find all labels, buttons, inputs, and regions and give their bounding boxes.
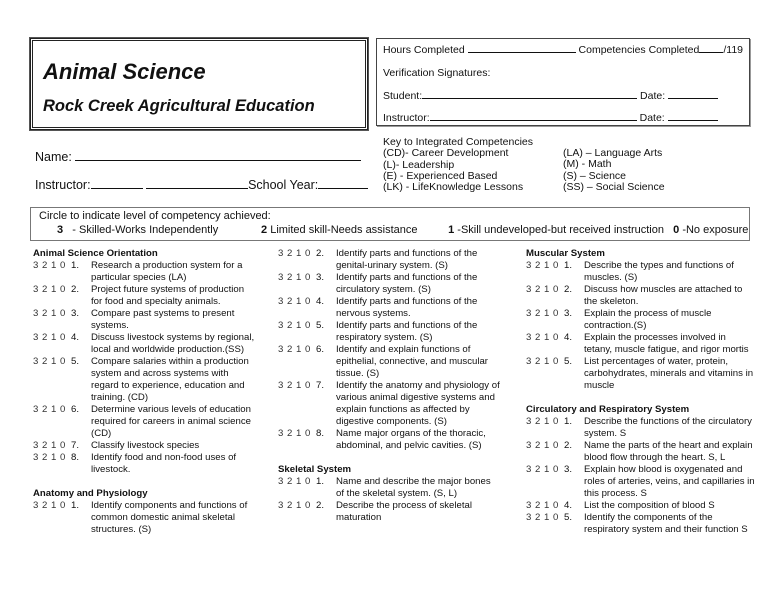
score-options[interactable]: 3 2 1 0 [526, 260, 559, 271]
competency-section [526, 404, 756, 536]
item-text: Project future systems of production for food and specialty animals. [91, 284, 245, 307]
name-label: Name: [35, 150, 72, 164]
competency-key-right [563, 148, 665, 193]
completion-box [376, 38, 750, 126]
score-options[interactable]: 3 2 1 0 [278, 320, 311, 331]
item-number: 4. [316, 296, 325, 307]
hours-row [383, 43, 743, 56]
competency-column-3 [526, 248, 756, 548]
competency-item [526, 464, 756, 500]
score-options[interactable]: 3 2 1 0 [33, 440, 66, 451]
competency-item [278, 248, 500, 272]
score-options[interactable]: 3 2 1 0 [526, 464, 559, 475]
item-number: 2. [564, 440, 573, 451]
competency-item [33, 356, 255, 404]
competency-item [278, 380, 500, 428]
item-text: Discuss how muscles are attached to the skeleton. [584, 284, 743, 307]
competency-section [278, 464, 500, 524]
item-number: 5. [71, 356, 80, 367]
competency-item [278, 296, 500, 320]
key-title: Key to Integrated Competencies [383, 136, 534, 148]
instructor-field[interactable] [91, 177, 143, 189]
score-options[interactable]: 3 2 1 0 [526, 332, 559, 343]
level-1-number: 1 [448, 224, 455, 236]
score-options[interactable]: 3 2 1 0 [33, 284, 66, 295]
competency-item [33, 284, 255, 308]
competency-item [278, 428, 500, 452]
item-text: Identify the anatomy and physiology of various animal digestive systems and explain functions as affected by digestive components. (S) [336, 380, 500, 427]
item-number: 7. [316, 380, 325, 391]
legend-levels [57, 224, 748, 236]
score-options[interactable]: 3 2 1 0 [33, 500, 66, 511]
item-text: Identify components and functions of common domestic animal skeletal structures. (S) [91, 500, 248, 535]
section-heading: Animal Science Orientation [33, 248, 158, 259]
instructor-label: Instructor: [35, 178, 91, 192]
competency-item [278, 344, 500, 380]
section-heading: Muscular System [526, 248, 605, 259]
competency-item [526, 416, 756, 440]
instructor-date-label: Date: [639, 112, 665, 124]
competency-item [278, 272, 500, 296]
item-text: Discuss livestock systems by regional, local and worldwide production.(SS) [91, 332, 255, 355]
item-text: Name the parts of the heart and explain blood flow through the heart. S, L [584, 440, 753, 463]
item-text: Identify parts and functions of the circulatory system. (S) [336, 272, 478, 295]
level-2-text: Limited skill-Needs assistance [270, 224, 418, 236]
item-text: Compare past systems to present systems. [91, 308, 235, 331]
item-number: 1. [316, 476, 325, 487]
level-3-number: 3 [57, 224, 64, 236]
item-number: 8. [316, 428, 325, 439]
item-text: Describe the process of skeletal maturation [336, 500, 472, 523]
student-signature-label: Student: [383, 90, 423, 102]
item-number: 1. [564, 416, 573, 427]
competency-item [526, 500, 756, 512]
school-year-label: School Year: [248, 178, 319, 192]
score-options[interactable]: 3 2 1 0 [278, 500, 311, 511]
competency-item [526, 308, 756, 332]
score-options[interactable]: 3 2 1 0 [33, 308, 66, 319]
instructor-row [35, 177, 368, 192]
competency-item [33, 260, 255, 284]
item-number: 6. [71, 404, 80, 415]
item-text: Identify parts and functions of the nervous systems. [336, 296, 478, 319]
score-options[interactable]: 3 2 1 0 [33, 452, 66, 463]
competency-level-legend [30, 207, 750, 241]
item-text: Determine various levels of education required for careers in animal science (CD) [91, 404, 251, 439]
name-field[interactable] [75, 149, 361, 161]
item-number: 3. [71, 308, 80, 319]
name-row [35, 149, 361, 164]
item-text: Identify food and non-food uses of livestock. [91, 452, 237, 475]
key-item: (S) – Science [563, 169, 627, 182]
verification-label: Verification Signatures: [383, 67, 491, 79]
score-options[interactable]: 3 2 1 0 [33, 260, 66, 271]
item-text: Research a production system for a particular species (LA) [91, 260, 243, 283]
item-number: 3. [564, 464, 573, 475]
item-number: 1. [71, 500, 80, 511]
score-options[interactable]: 3 2 1 0 [278, 476, 311, 487]
item-text: Explain the process of muscle contraction.(S) [584, 308, 712, 331]
key-item: (CD)- Career Development [383, 147, 509, 160]
competencies-label: Competencies Completed [578, 44, 700, 56]
competency-item [33, 440, 255, 452]
item-text: Describe the functions of the circulatory system. S [584, 416, 752, 439]
competency-item [278, 500, 500, 524]
competencies-field[interactable] [699, 43, 723, 53]
score-options[interactable]: 3 2 1 0 [278, 272, 311, 283]
key-item: (LA) – Language Arts [563, 147, 663, 159]
level-1-text: -Skill undeveloped-but received instruction [457, 224, 664, 236]
section-heading: Skeletal System [278, 464, 352, 475]
item-number: 2. [316, 500, 325, 511]
score-options[interactable]: 3 2 1 0 [526, 356, 559, 367]
competency-section [526, 248, 756, 392]
score-options[interactable]: 3 2 1 0 [278, 296, 311, 307]
item-text: Compare salaries within a production system and across systems with regard to experience, education and training. (CD) [91, 356, 249, 403]
item-text: Identify the components of the respiratory system and their function S [584, 512, 748, 535]
item-number: 3. [564, 308, 573, 319]
item-number: 7. [71, 440, 80, 451]
item-number: 4. [564, 500, 573, 511]
school-year-field[interactable] [318, 177, 368, 189]
score-options[interactable]: 3 2 1 0 [278, 344, 311, 355]
score-options[interactable]: 3 2 1 0 [278, 380, 311, 391]
key-item: (SS) – Social Science [563, 180, 665, 193]
item-text: Identify parts and functions of the respiratory system. (S) [336, 320, 478, 343]
level-0-number: 0 [673, 224, 680, 236]
level-2-number: 2 [261, 224, 268, 236]
competency-section [278, 248, 500, 452]
section-heading: Anatomy and Physiology [33, 488, 148, 499]
item-text: Classify livestock species [91, 440, 200, 451]
item-number: 1. [564, 260, 573, 271]
key-item: (M) - Math [563, 158, 612, 171]
item-number: 2. [316, 248, 325, 259]
item-number: 5. [564, 512, 573, 523]
item-text: List percentages of water, protein, carbohydrates, minerals and vitamins in muscle [584, 356, 754, 391]
section-heading: Circulatory and Respiratory System [526, 404, 690, 415]
title-box [30, 38, 368, 130]
competency-item [526, 260, 756, 284]
item-number: 4. [564, 332, 573, 343]
key-item: (LK) - LifeKnowledge Lessons [383, 181, 524, 194]
item-text: Explain how blood is oxygenated and roles of arteries, veins, and capillaries in this process. S [584, 464, 755, 499]
item-number: 3. [316, 272, 325, 283]
student-signature-row [383, 89, 718, 102]
item-number: 5. [316, 320, 325, 331]
competency-column-1 [33, 248, 255, 548]
competency-column-2 [278, 248, 500, 536]
score-options[interactable]: 3 2 1 0 [278, 248, 311, 259]
score-options[interactable]: 3 2 1 0 [526, 416, 559, 427]
score-options[interactable]: 3 2 1 0 [33, 404, 66, 415]
instructor-signature-row [383, 111, 718, 124]
hours-field[interactable] [468, 43, 576, 53]
item-number: 4. [71, 332, 80, 343]
instructor-field-2[interactable] [146, 177, 248, 189]
item-number: 1. [71, 260, 80, 271]
score-options[interactable]: 3 2 1 0 [33, 332, 66, 343]
score-options[interactable]: 3 2 1 0 [526, 308, 559, 319]
instructor-signature-field[interactable] [430, 111, 637, 121]
competency-item [33, 332, 255, 356]
score-options[interactable]: 3 2 1 0 [526, 500, 559, 511]
item-text: Name and describe the major bones of the skeletal system. (S, L) [336, 476, 491, 499]
item-number: 5. [564, 356, 573, 367]
item-text: Explain the processes involved in tetany, muscle fatigue, and rigor mortis [584, 332, 749, 355]
competency-key [383, 137, 533, 193]
level-0-text: -No exposure [682, 224, 749, 236]
hours-label: Hours Completed [383, 44, 465, 56]
instructor-date-field[interactable] [668, 111, 718, 121]
instructor-signature-label: Instructor: [383, 112, 430, 124]
student-signature-field[interactable] [422, 89, 637, 99]
competency-item [526, 332, 756, 356]
competency-item [278, 320, 500, 344]
competency-item [33, 452, 255, 476]
item-number: 2. [564, 284, 573, 295]
item-text: Identify parts and functions of the genital-urinary system. (S) [336, 248, 478, 271]
page-title: Animal Science [43, 59, 206, 84]
key-item: (E) - Experienced Based [383, 169, 498, 182]
competency-item [33, 500, 255, 536]
item-number: 8. [71, 452, 80, 463]
key-item: (L)- Leadership [383, 158, 455, 171]
competency-section [33, 488, 255, 536]
score-options[interactable]: 3 2 1 0 [278, 428, 311, 439]
level-3-text: - Skilled-Works Independently [72, 224, 219, 236]
competencies-total: /119 [723, 44, 744, 56]
legend-instruction: Circle to indicate level of competency achieved: [39, 210, 271, 222]
competency-item [526, 356, 756, 392]
competency-item [526, 512, 756, 536]
student-date-field[interactable] [668, 89, 718, 99]
item-text: List the composition of blood S [584, 500, 715, 511]
score-options[interactable]: 3 2 1 0 [33, 356, 66, 367]
score-options[interactable]: 3 2 1 0 [526, 512, 559, 523]
item-text: Describe the types and functions of muscles. (S) [584, 260, 734, 283]
competency-item [33, 308, 255, 332]
score-options[interactable]: 3 2 1 0 [526, 284, 559, 295]
item-number: 2. [71, 284, 80, 295]
item-number: 6. [316, 344, 325, 355]
student-date-label: Date: [640, 90, 666, 102]
score-options[interactable]: 3 2 1 0 [526, 440, 559, 451]
competency-section [33, 248, 255, 476]
item-text: Name major organs of the thoracic, abdominal, and pelvic cavities. (S) [336, 428, 486, 451]
competency-item [526, 440, 756, 464]
page-subtitle: Rock Creek Agricultural Education [43, 97, 315, 115]
competency-item [278, 476, 500, 500]
competency-item [33, 404, 255, 440]
item-text: Identify and explain functions of epithelial, connective, and muscular tissue. (S) [336, 344, 488, 379]
competency-item [526, 284, 756, 308]
